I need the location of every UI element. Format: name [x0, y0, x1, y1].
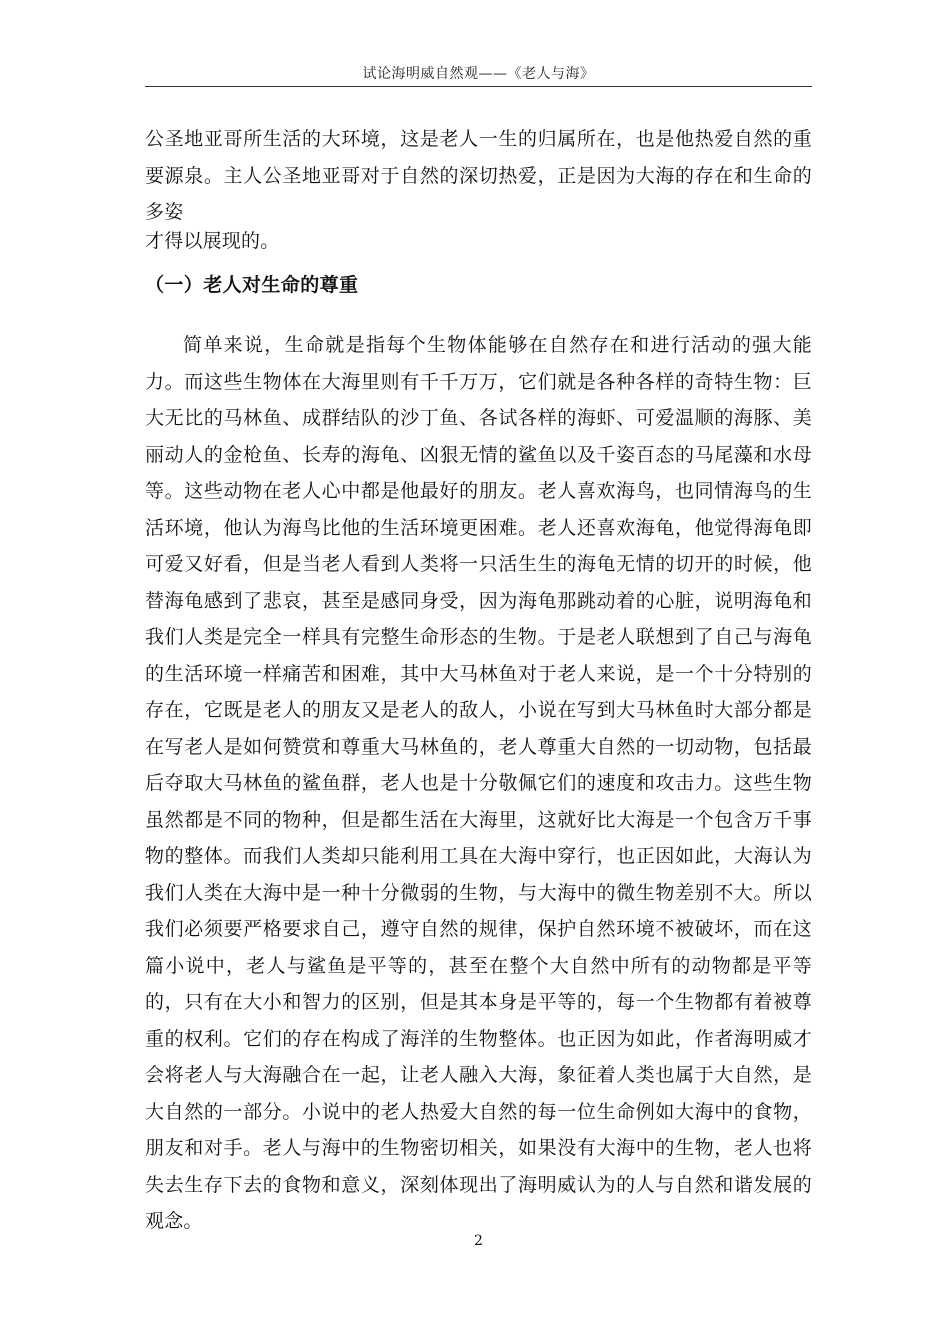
body-paragraph	[145, 327, 812, 1240]
body-text: 简单来说，生命就是指每个生物体能够在自然存在和进行活动的强大能力。而这些生物体在大海里则有千千万万，它们就是各种各样的奇特生物：巨大无比的马林鱼、成群结队的沙丁鱼、各试各样的海虾、可爱温顺的海豚、美丽动人的金枪鱼、长寿的海龟、凶狠无情的鲨鱼以及千姿百态的马尾藻和水母等。这些动物在老人心中都是他最好的朋友。老人喜欢海鸟，也同情海鸟的生活环境，他认为海鸟比他的生活环境更困难。老人还喜欢海龟，他觉得海龟即可爱又好看，但是当老人看到人类将一只活生生的海龟无情的切开的时候，他替海龟感到了悲哀，甚至是感同身受，因为海龟那跳动着的心脏，说明海龟和我们人类是完全一样具有完整生命形态的生物。于是老人联想到了自己与海龟的生活环境一样痛苦和困难，其中大马林鱼对于老人来说，是一个十分特别的存在，它既是老人的朋友又是老人的敌人，小说在写到大马林鱼时大部分都是在写老人是如何赞赏和尊重大马林鱼的，老人尊重大自然的一切动物，包括最后夺取大马林鱼的鲨鱼群，老人也是十分敬佩它们的速度和攻击力。这些生物虽然都是不同的物种，但是都生活在大海里，这就好比大海是一个包含万千事物的整体。而我们人类却只能利用工具在大海中穿行，也正因如此，大海认为我们人类在大海中是一种十分微弱的生物，与大海中的微生物差别不大。所以我们必须要严格要求自己，遵守自然的规律，保护自然环境不被破坏，而在这篇小说中，老人与鲨鱼是平等的，甚至在整个大自然中所有的动物都是平等的，只有在大小和智力的区别，但是其本身是平等的，每一个生物都有着被尊重的权利。它们的存在构成了海洋的生物整体。也正因为如此，作者海明威才会将老人与大海融合在一起，让老人融入大海，象征着人类也属于大自然，是大自然的一部分。小说中的老人热爱大自然的每一位生命例如大海中的食物，朋友和对手。老人与海中的生物密切相关，如果没有大海中的生物，老人也将失去生存下去的食物和意义，深刻体现出了海明威认为的人与自然和谐发展的观念。	[145, 334, 812, 1232]
running-header: 试论海明威自然观——《老人与海》	[362, 66, 595, 82]
intro-tail-text: 才得以展现的。	[145, 230, 280, 252]
section-heading: （一）老人对生命的尊重	[145, 274, 359, 296]
header-rule	[145, 86, 812, 87]
intro-paragraph	[145, 121, 812, 231]
page-number: 2	[474, 1233, 483, 1249]
intro-text: 公圣地亚哥所生活的大环境，这是老人一生的归属所在，也是他热爱自然的重要源泉。主人公圣地亚哥对于自然的深切热爱，正是因为大海的存在和生命的多姿	[145, 128, 812, 223]
intro-paragraph-tail	[145, 223, 812, 260]
